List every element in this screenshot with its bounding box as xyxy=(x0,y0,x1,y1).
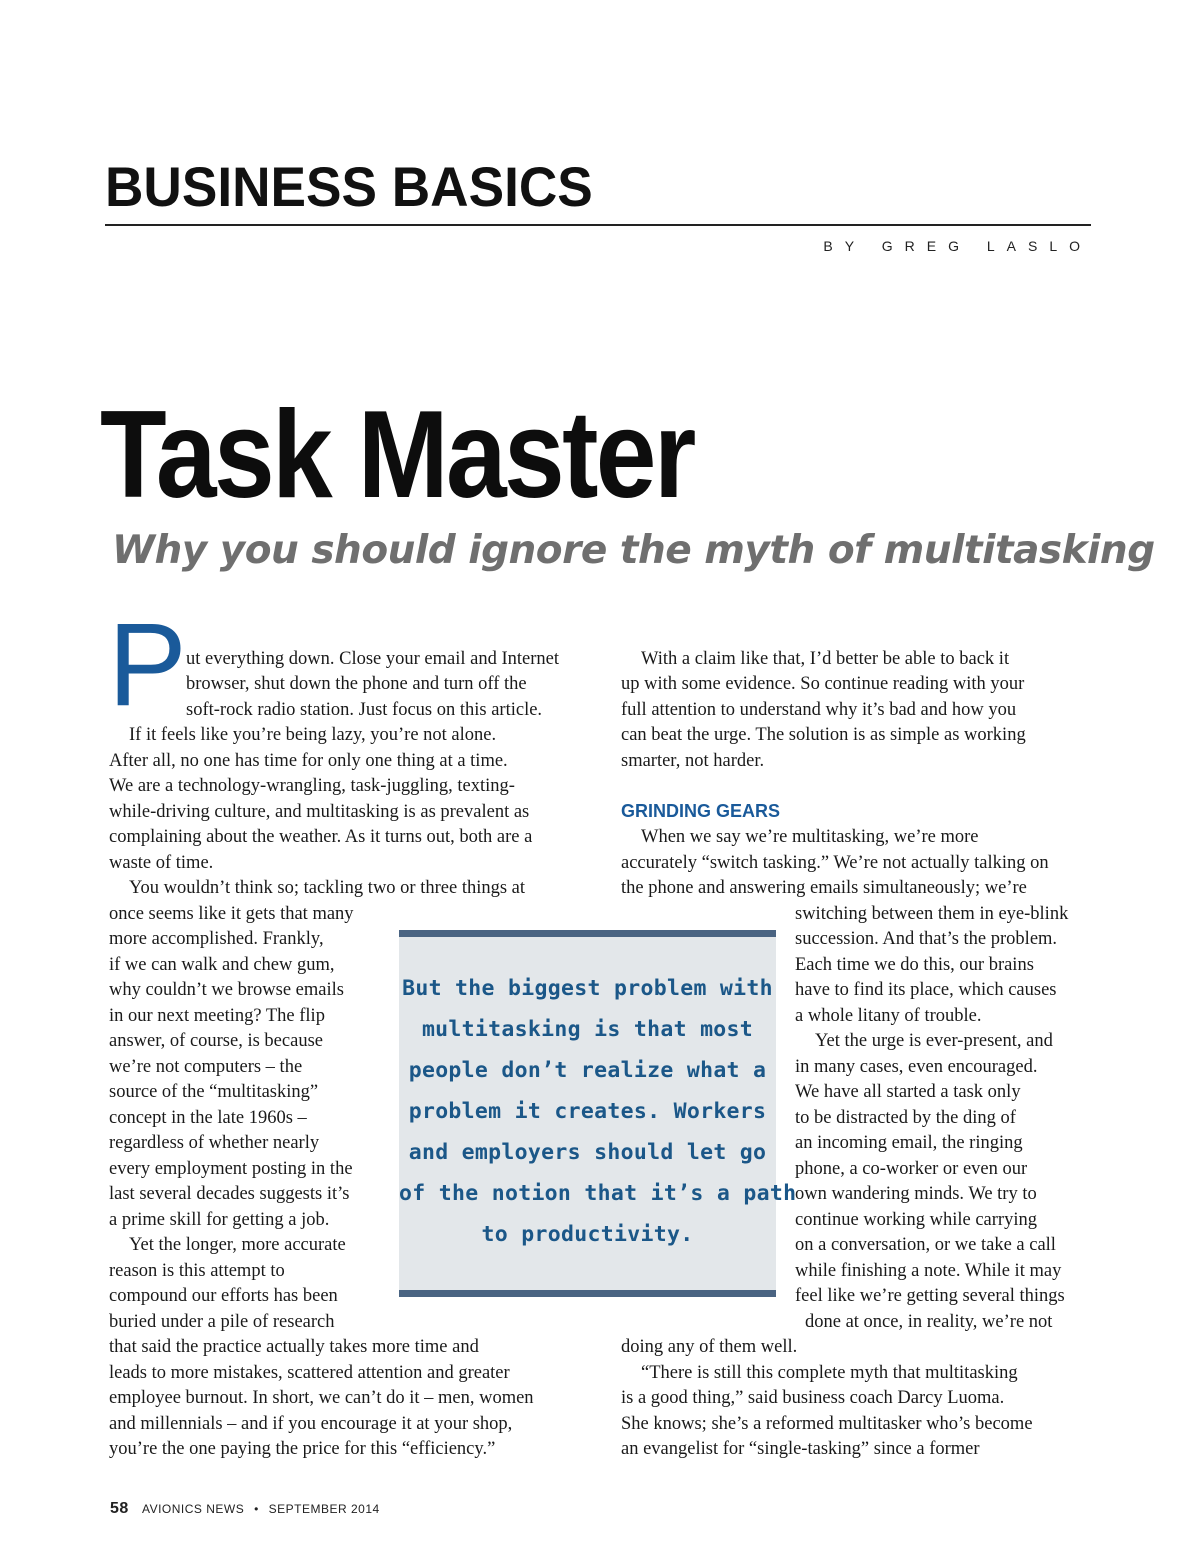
body-line: an incoming email, the ringing xyxy=(795,1133,1023,1153)
body-line: you’re the one paying the price for this “efficiency.” xyxy=(109,1439,496,1459)
body-line: succession. And that’s the problem. xyxy=(795,929,1058,949)
body-line: done at once, in reality, we’re not xyxy=(805,1312,1053,1332)
subhead-grinding-gears: GRINDING GEARS xyxy=(621,801,781,821)
body-line: if we can walk and chew gum, xyxy=(109,955,335,975)
body-line: in our next meeting? The flip xyxy=(109,1006,325,1026)
pull-quote-line: of the notion that it’s a path xyxy=(399,1181,797,1206)
publication-name: AVIONICS NEWS xyxy=(141,1502,245,1516)
body-line: compound our efforts has been xyxy=(109,1286,338,1306)
issue-date: SEPTEMBER 2014 xyxy=(268,1502,380,1516)
pull-quote-top-bar xyxy=(399,930,776,937)
body-line: regardless of whether nearly xyxy=(109,1133,320,1153)
body-line: the phone and answering emails simultaneously; we’re xyxy=(621,878,1027,898)
body-line: while finishing a note. While it may xyxy=(795,1261,1062,1281)
article-dek: Why you should ignore the myth of multitasking xyxy=(112,528,1155,573)
body-line: doing any of them well. xyxy=(621,1337,798,1357)
body-line: Each time we do this, our brains xyxy=(795,955,1034,975)
body-line: accurately “switch tasking.” We’re not actually talking on xyxy=(621,853,1049,873)
body-line: continue working while carrying xyxy=(795,1210,1037,1230)
body-line: Yet the longer, more accurate xyxy=(129,1235,346,1255)
body-line: we’re not computers – the xyxy=(109,1057,303,1077)
body-line: leads to more mistakes, scattered attention and greater xyxy=(109,1363,510,1383)
body-line: more accomplished. Frankly, xyxy=(109,929,324,949)
pull-quote-line: But the biggest problem with xyxy=(402,976,773,1001)
body-line: answer, of course, is because xyxy=(109,1031,323,1051)
drop-cap: P xyxy=(108,599,187,731)
page-number: 58 xyxy=(110,1500,129,1517)
body-line: every employment posting in the xyxy=(109,1159,353,1179)
body-line: last several decades suggests it’s xyxy=(109,1184,350,1204)
body-line: while-driving culture, and multitasking is as prevalent as xyxy=(109,802,530,822)
body-line: why couldn’t we browse emails xyxy=(109,980,344,1000)
body-line: in many cases, even encouraged. xyxy=(795,1057,1038,1077)
body-line: once seems like it gets that many xyxy=(109,904,354,924)
body-line: and millennials – and if you encourage it at your shop, xyxy=(109,1414,513,1434)
pull-quote-line: problem it creates. Workers xyxy=(408,1099,767,1124)
body-line: have to find its place, which causes xyxy=(795,980,1057,1000)
body-line: She knows; she’s a reformed multitasker who’s become xyxy=(621,1414,1033,1434)
body-line: waste of time. xyxy=(109,853,214,873)
header-rule xyxy=(105,224,1091,226)
page-footer xyxy=(110,1500,380,1518)
body-line: source of the “multitasking” xyxy=(109,1082,319,1102)
pull-quote xyxy=(399,930,797,1297)
body-line: When we say we’re multitasking, we’re more xyxy=(641,827,979,847)
body-line: smarter, not harder. xyxy=(621,751,765,771)
body-line: up with some evidence. So continue reading with your xyxy=(621,674,1025,694)
body-line: With a claim like that, I’d better be able to back it xyxy=(641,649,1010,669)
body-line: own wandering minds. We try to xyxy=(795,1184,1037,1204)
body-line: We are a technology-wrangling, task-juggling, texting- xyxy=(109,776,515,796)
pull-quote-line: people don’t realize what a xyxy=(408,1058,767,1083)
body-line: ut everything down. Close your email and Internet xyxy=(186,649,559,669)
body-line: soft-rock radio station. Just focus on this article. xyxy=(186,700,543,720)
body-line: an evangelist for “single-tasking” since a former xyxy=(621,1439,980,1459)
body-line: Yet the urge is ever-present, and xyxy=(815,1031,1053,1051)
body-line: to be distracted by the ding of xyxy=(795,1108,1016,1128)
body-line: on a conversation, or we take a call xyxy=(795,1235,1056,1255)
body-line: is a good thing,” said business coach Darcy Luoma. xyxy=(621,1388,1005,1408)
body-line: that said the practice actually takes more time and xyxy=(109,1337,479,1357)
body-line: full attention to understand why it’s bad and how you xyxy=(621,700,1017,720)
body-line: After all, no one has time for only one thing at a time. xyxy=(109,751,508,771)
body-line: a prime skill for getting a job. xyxy=(109,1210,330,1230)
body-line: You wouldn’t think so; tackling two or three things at xyxy=(129,878,526,898)
pull-quote-line: and employers should let go xyxy=(408,1140,767,1165)
body-line: concept in the late 1960s – xyxy=(109,1108,307,1128)
body-line: browser, shut down the phone and turn off the xyxy=(186,674,527,694)
body-line: “There is still this complete myth that multitasking xyxy=(641,1363,1018,1383)
pull-quote-line: multitasking is that most xyxy=(421,1017,754,1042)
body-line: buried under a pile of research xyxy=(109,1312,335,1332)
body-line: switching between them in eye-blink xyxy=(795,904,1069,924)
section-title: BUSINESS BASICS xyxy=(105,155,593,218)
pull-quote-line: to productivity. xyxy=(481,1222,694,1247)
body-line: a whole litany of trouble. xyxy=(795,1006,982,1026)
body-line: employee burnout. In short, we can’t do it – men, women xyxy=(109,1388,534,1408)
body-line: reason is this attempt to xyxy=(109,1261,285,1281)
byline: BY GREG LASLO xyxy=(823,238,1092,254)
article-title: Task Master xyxy=(100,386,694,524)
pull-quote-bottom-bar xyxy=(399,1290,776,1297)
body-line: complaining about the weather. As it turns out, both are a xyxy=(109,827,533,847)
body-line: feel like we’re getting several things xyxy=(795,1286,1065,1306)
body-line: phone, a co-worker or even our xyxy=(795,1159,1028,1179)
body-line: We have all started a task only xyxy=(795,1082,1021,1102)
footer-separator: • xyxy=(254,1502,259,1516)
body-line: can beat the urge. The solution is as simple as working xyxy=(621,725,1026,745)
body-line: If it feels like you’re being lazy, you’re not alone. xyxy=(129,725,497,745)
